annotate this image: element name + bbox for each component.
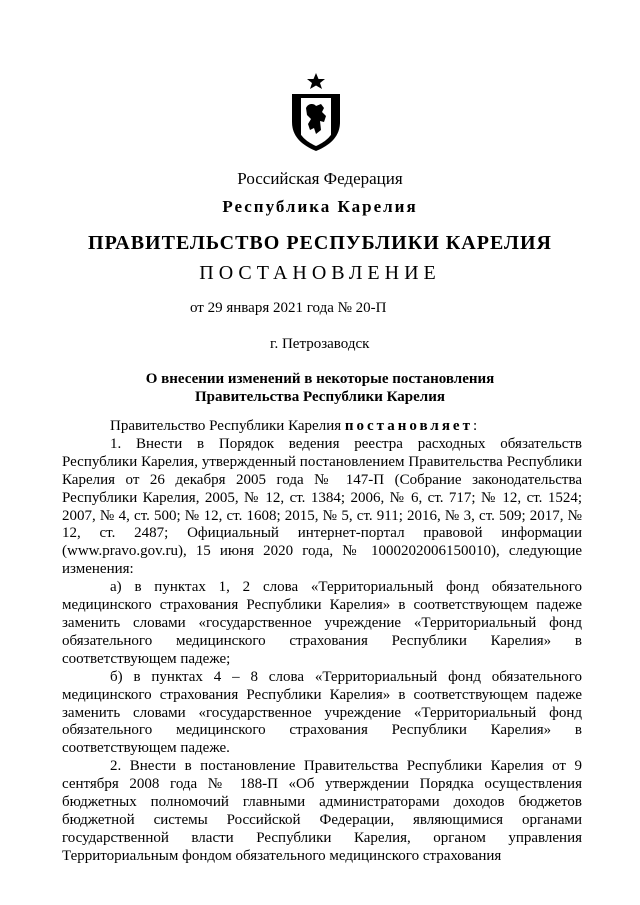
paragraph-2: 2. Внести в постановление Правительства Республики Карелия от 9 сентября 2008 года № 188-П «Об утверждении Порядка осуществления бюджетных полномочий главными администраторами доходов бюджетов бюджетной системы Российской Федерации, являющимися органами государственной власти Республики Карелия, органом управления Территориальным фондом обязательного медицинского страхования [62, 758, 582, 864]
coat-of-arms-emblem [288, 72, 344, 152]
federation-heading: Российская Федерация [237, 169, 403, 188]
intro-suffix: : [472, 418, 478, 434]
republic-heading: Республика Карелия [222, 197, 418, 216]
city-line: г. Петрозаводск [270, 336, 370, 352]
paragraph-1a: а) в пунктах 1, 2 слова «Территориальный фонд обязательного медицинского страхования Республики Карелия» в соответствующем падеже заменить словами «государственное учреждение «Территориальный фонд обязательного медицинского страхования Республики Карелия» в соответствующем падеже; [62, 579, 582, 667]
intro-paragraph [62, 418, 582, 436]
paragraph-1b: б) в пунктах 4 – 8 слова «Территориальный фонд обязательного медицинского страхования Республики Карелия» в соответствующем падеже заменить словами «государственное учреждение «Территориальный фонд обязательного медицинского страхования Республики Карелия» в соответствующем падеже. [62, 668, 582, 757]
title-line-1: О внесении изменений в некоторые постановления [145, 371, 495, 387]
intro-prefix: Правительство Республики Карелия [110, 418, 345, 434]
document-type: ПОСТАНОВЛЕНИЕ [199, 262, 441, 284]
document-body [62, 418, 582, 866]
title-line-2: Правительства Республики Карелия [195, 389, 445, 405]
date-number-line: от 29 января 2021 года № 20-П [190, 300, 387, 316]
intro-keyword: постановляет [344, 418, 473, 434]
paragraph-1: 1. Внести в Порядок ведения реестра расходных обязательств Республики Карелия, утвержденный постановлением Правительства Республики Карелия от 26 декабря 2005 года № 147-П (Собрание законодательства Республики Карелия, 2005, № 12, ст. 1384; 2006, № 6, ст. 717; № 12, ст. 1524; 2007, № 4, ст. 500; № 12, ст. 1608; 2015, № 5, ст. 911; 2016, № 3, ст. 509; 2017, № 12, ст. 2487; Официальный интернет-портал правовой информации (www.pravo.gov.ru), 15 июня 2020 года, № 1000202006150010), следующие изменения: [62, 435, 582, 578]
document-title [120, 370, 520, 406]
government-heading: ПРАВИТЕЛЬСТВО РЕСПУБЛИКИ КАРЕЛИЯ [88, 232, 552, 254]
